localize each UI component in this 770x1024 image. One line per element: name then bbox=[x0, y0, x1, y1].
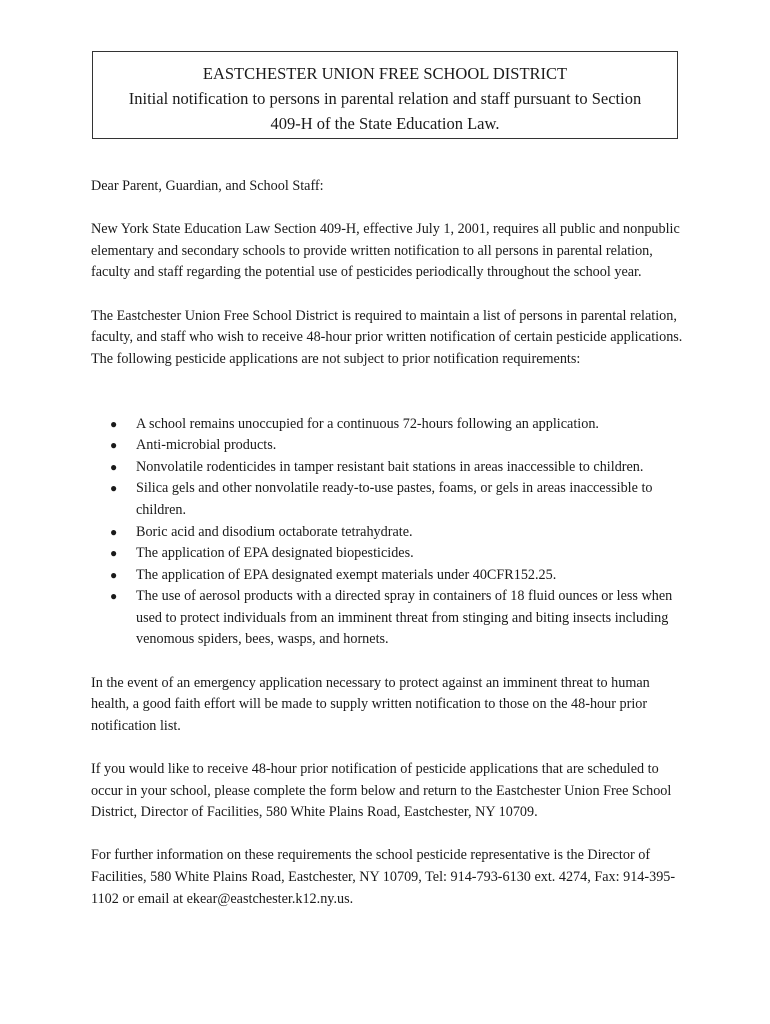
bullet-icon: ● bbox=[110, 481, 118, 496]
list-item-text: The use of aerosol products with a directed spray in containers of 18 fluid ounces or less when used to protect individuals from an imminent threat from stinging and biting insects including venomous spiders, bees, wasps, and hornets. bbox=[136, 588, 673, 648]
list-item bbox=[91, 522, 691, 544]
list-item bbox=[91, 435, 691, 457]
bullet-icon: ● bbox=[110, 459, 118, 474]
list-item bbox=[91, 457, 691, 479]
bullet-icon: ● bbox=[110, 567, 118, 582]
bullet-icon: ● bbox=[110, 589, 118, 604]
document-header bbox=[92, 51, 678, 139]
list-item bbox=[91, 586, 691, 651]
district-name: EASTCHESTER UNION FREE SCHOOL DISTRICT bbox=[202, 64, 568, 83]
paragraph-notification-list: The Eastchester Union Free School District is required to maintain a list of persons in parental relation, faculty, and staff who wish to receive 48-hour prior written notification of certain pesticide applications. The following pesticide applications are not subject to prior notification requirements: bbox=[91, 307, 683, 367]
list-item-text: A school remains unoccupied for a continuous 72-hours following an application. bbox=[136, 415, 599, 432]
list-item-text: Silica gels and other nonvolatile ready-to-use pastes, foams, or gels in areas inaccessible to children. bbox=[136, 480, 653, 518]
paragraph-law-requirement: New York State Education Law Section 409-H, effective July 1, 2001, requires all public and nonpublic elementary and secondary schools to provide written notification to all persons in parental relation, faculty and staff regarding the potential use of pesticides periodically throughout the school year. bbox=[91, 221, 680, 281]
list-item bbox=[91, 414, 691, 436]
list-item-text: The application of EPA designated biopesticides. bbox=[136, 545, 414, 562]
bullet-icon: ● bbox=[110, 416, 118, 431]
bullet-icon: ● bbox=[110, 438, 118, 453]
spacer bbox=[91, 392, 691, 414]
list-item-text: Nonvolatile rodenticides in tamper resistant bait stations in areas inaccessible to children. bbox=[136, 458, 644, 475]
list-item bbox=[91, 543, 691, 565]
notice-title-line-2: 409-H of the State Education Law. bbox=[270, 114, 500, 133]
paragraph-contact-info: For further information on these requirements the school pesticide representative is the Director of Facilities, 580 White Plains Road, Eastchester, NY 10709, Tel: 914-793-6130 ext. 4274, Fax: 914-395-1102 or email at ekear@eastchester.k12.ny.us. bbox=[91, 847, 676, 907]
list-item bbox=[91, 565, 691, 587]
bullet-icon: ● bbox=[110, 546, 118, 561]
list-item-text: Boric acid and disodium octaborate tetrahydrate. bbox=[136, 523, 413, 540]
list-item-text: Anti-microbial products. bbox=[136, 437, 277, 454]
paragraph-emergency: In the event of an emergency application necessary to protect against an imminent threat to human health, a good faith effort will be made to supply written notification to those on the 48-hour prior notification list. bbox=[91, 674, 650, 734]
letter-body bbox=[91, 176, 691, 932]
list-item bbox=[91, 478, 691, 521]
notice-title-line-1: Initial notification to persons in parental relation and staff pursuant to Section bbox=[128, 89, 642, 108]
exemption-list bbox=[91, 414, 691, 652]
bullet-icon: ● bbox=[110, 524, 118, 539]
paragraph-signup-instructions: If you would like to receive 48-hour prior notification of pesticide applications that are scheduled to occur in your school, please complete the form below and return to the Eastchester Union Free School District, Director of Facilities, 580 White Plains Road, Eastchester, NY 10709. bbox=[91, 761, 672, 821]
salutation: Dear Parent, Guardian, and School Staff: bbox=[91, 178, 324, 194]
list-item-text: The application of EPA designated exempt materials under 40CFR152.25. bbox=[136, 566, 557, 583]
